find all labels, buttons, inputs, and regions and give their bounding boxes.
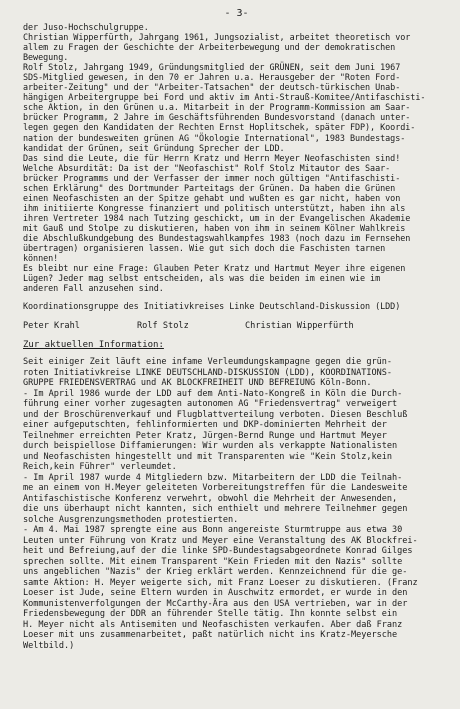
text-line: und Neofaschisten hingestellt und mit Transparenten wie "Kein Stolz,kein <box>23 451 393 462</box>
text-line: me an einem von H.Meyer geleiteten Vorbereitungstreffen für die Landesweite <box>23 483 408 494</box>
text-line: samte Aktion: H. Meyer weigerte sich, mit Franz Loeser zu diskutieren. (Franz <box>23 577 418 588</box>
text-line: brücker Programms und der Verfasser der immer noch gültigen "Antifaschisti- <box>23 172 401 183</box>
text-line: die Abschlußkundgebung des Bundestagswahlkampfes 1983 (noch dazu im Fernsehen <box>23 232 411 243</box>
text-line: - Im April 1986 wurde der LDD auf dem Anti-Nato-Kongreß in Köln die Durch- <box>23 388 403 399</box>
text-line: solche Ausgrenzungsmethoden protestierten. <box>23 514 239 525</box>
text-line: Das sind die Leute, die für Herrn Kratz und Herrn Meyer Neofaschisten sind! <box>23 152 401 163</box>
intro-text <box>23 22 450 293</box>
section-heading: Zur aktuellen Information: <box>23 340 164 351</box>
text-line: brücker Programm, 2 Jahre im Geschäftsführenden Bundesvorstand (danach unter- <box>23 112 411 123</box>
text-line: ihm initiierte Kongresse finanziert und politisch unterstützt, haben ihn als <box>23 202 406 213</box>
section-text <box>23 357 450 651</box>
signature-name: Christian Wipperfürth <box>245 321 354 332</box>
text-line: Es bleibt nur eine Frage: Glauben Peter Kratz und Hartmut Meyer ihre eigenen <box>23 263 406 274</box>
text-line: SDS-Mitglied gewesen, in den 70 er Jahren u.a. Herausgeber der "Roten Ford- <box>23 72 401 83</box>
text-line: H. Meyer nicht als Antisemiten und Neofaschisten verkaufen. Aber daß Franz <box>23 619 403 630</box>
text-line: kandidat der Grünen, seit Gründung Sprecher der LDD. <box>23 142 285 153</box>
text-line: GRUPPE FRIEDENSVERTRAG und AK BLOCKFREIHEIT UND BEFREIUNG Köln-Bonn. <box>23 378 372 389</box>
text-line: einer aufgeputschten, fehlinformierten und DKP-dominierten Mehrheit der <box>23 420 387 431</box>
spacer <box>23 311 450 319</box>
text-line: führung einer vorher zugesagten autonomen AG "Friedensvertrag" verweigert <box>23 399 398 410</box>
text-line: der Juso-Hochschulgruppe. <box>23 22 149 32</box>
text-line: durch beispiellose Diffamierungen: Wir wurden als verkappte Nationalisten <box>23 441 398 452</box>
page-number: - 3- <box>224 8 249 19</box>
text-line: und der Broschürenverkauf und Flugblattverteilung verboten. Diesen Beschluß <box>23 409 408 420</box>
text-line: Welche Absurdität: Da ist der "Neofaschist" Rolf Stolz Mitautor des Saar- <box>23 162 391 173</box>
text-line: - Am 4. Mai 1987 sprengte eine aus Bonn angereiste Sturmtruppe aus etwa 30 <box>23 525 403 536</box>
text-line: allem zu Fragen der Geschichte der Arbeiterbewegung und der demokratischen <box>23 42 396 53</box>
text-line: Friedensbewegung der DDR an führender Stelle tätig. Ihn konnte selbst ein <box>23 609 398 620</box>
text-line: sprechen sollte. Mit einem Transparent "Kein Frieden mit den Nazis" sollte <box>23 556 403 567</box>
text-line: Weltbild.) <box>23 640 75 651</box>
signature-group: Koordinationsgruppe des Initiativkreises Linke Deutschland-Diskussion (LDD) <box>23 301 401 312</box>
signature-name: Peter Krahl <box>23 321 80 332</box>
text-line: die uns überhaupt nicht kannten, sich enthielt und mehrere Teilnehmer gegen <box>23 504 408 515</box>
text-line: - Im April 1987 wurde 4 Mitgliedern bzw. Mitarbeitern der LDD die Teilnah- <box>23 472 403 483</box>
text-line: ihren Vertreter 1984 nach Tutzing geschickt, um in der Evangelischen Akademie <box>23 212 411 223</box>
text-line: anderen Fall anzusehen sind. <box>23 283 164 294</box>
text-line: Bewegung. <box>23 52 69 63</box>
signature-names <box>23 319 450 333</box>
text-line: Teilnehmer erreichten Peter Kratz, Jürgen-Bernd Runge und Hartmut Meyer <box>23 430 387 441</box>
text-line: Loeser mit uns zusammenarbeitet, paßt natürlich nicht ins Kratz-Meyersche <box>23 630 398 641</box>
text-line: können! <box>23 253 59 264</box>
text-line: schen Erklärung" des Dortmunder Parteitags der Grünen. Da haben die Grünen <box>23 182 396 193</box>
signature-name: Rolf Stolz <box>137 321 189 332</box>
text-line: übertragen) organisieren lassen. Wie gut sich doch die Faschisten tarnen <box>23 243 386 254</box>
text-line: Antifaschistische Konferenz verwehrt, obwohl die Mehrheit der Anwesenden, <box>23 493 398 504</box>
text-line: Lügen? Jeder mag selbst entscheiden, als was die beiden im einen wie im <box>23 273 381 284</box>
text-line: Rolf Stolz, Jahrgang 1949, Gründungsmitglied der GRÜNEN, seit dem Juni 1967 <box>23 62 401 73</box>
text-line: hängigen Arbeitergruppe bei Ford und aktiv im Anti-Strauß-Komitee/Antifaschisti- <box>23 92 426 103</box>
text-line: einen Neofaschisten an der Spitze gehabt und wußten es gar nicht, haben von <box>23 192 401 203</box>
text-line: mit Gauß und Stolpe zu diskutieren, haben von ihm in seinem Kölner Wahlkreis <box>23 222 406 233</box>
text-line: Christian Wipperfürth, Jahrgang 1961, Jungsozialist, arbeitet theoretisch vor <box>23 32 411 43</box>
text-line: heit und Befreiung,auf der die linke SPD-Bundestagsabgeordnete Konrad Gilges <box>23 546 413 557</box>
text-line: sche Aktion, in den Grünen u.a. Mitarbeit in der Programm-Kommission am Saar- <box>23 102 411 113</box>
text-line: Loeser ist Jude, seine Eltern wurden in Auschwitz ermordet, er wurde in den <box>23 588 408 599</box>
text-line: Seit einiger Zeit läuft eine infame Verleumdungskampagne gegen die grün- <box>23 357 393 368</box>
text-line: nation der bundesweiten grünen AG "Ökologie International", 1983 Bundestags- <box>23 132 406 143</box>
text-line: roten Initiativkreise LINKE DEUTSCHLAND-DISKUSSION (LDD), KOORDINATIONS- <box>23 367 393 378</box>
text-line: legen gegen den Kandidaten der Rechten Ernst Hoplitschek, später FDP), Koordi- <box>23 122 416 133</box>
text-line: arbeiter-Zeitung" und der "Arbeiter-Tatsachen" der deutsch-türkischen Unab- <box>23 82 401 93</box>
spacer <box>23 293 450 301</box>
text-line: Reich,kein Führer" verleumdet. <box>23 462 177 473</box>
text-line: Kommunistenverfolgungen der McCarthy-Ära aus den USA vertrieben, war in der <box>23 598 408 609</box>
text-line: Leuten unter Führung von Kratz und Meyer eine Veranstaltung des AK Blockfrei- <box>23 535 418 546</box>
text-line: uns angeblichen "Nazis" der Krieg erklärt werden. Kennzeichnend für die ge- <box>23 567 408 578</box>
